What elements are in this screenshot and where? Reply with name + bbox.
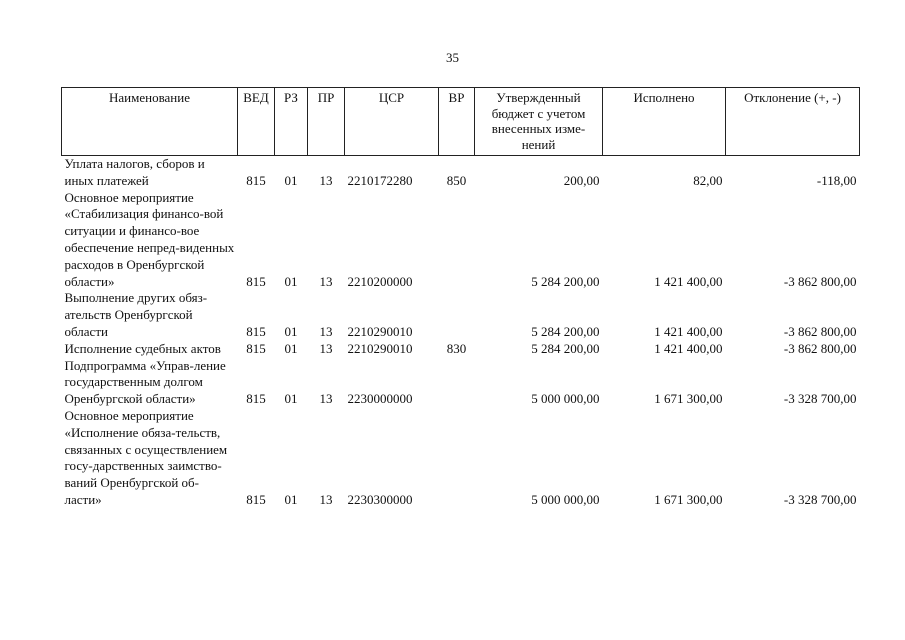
header-budget: Утвержденный бюджет с учетом внесенных изме-нений — [475, 88, 603, 156]
row-deviation: -118,00 — [816, 172, 857, 188]
row-name: Выполнение других обяз-ательств Оренбургской области — [64, 290, 208, 339]
row-vr — [439, 358, 475, 408]
row-name: Уплата налогов, сборов и иных платежей — [64, 156, 205, 188]
header-ved: ВЕД — [238, 88, 275, 156]
row-deviation: -3 328 700,00 — [783, 491, 857, 507]
header-csr: ЦСР — [345, 88, 439, 156]
row-csr: 2210290010 — [347, 323, 413, 339]
row-pr: 13 — [319, 323, 333, 339]
page-number: 35 — [446, 50, 459, 65]
row-pr: 13 — [319, 491, 333, 507]
row-budget: 5 284 200,00 — [531, 323, 600, 339]
row-csr: 2210290010 — [347, 340, 413, 356]
row-deviation: -3 862 800,00 — [783, 323, 857, 339]
row-done: 1 671 300,00 — [654, 491, 723, 507]
table-row — [62, 156, 860, 190]
row-deviation: -3 328 700,00 — [783, 391, 857, 407]
row-csr: 2210200000 — [347, 273, 413, 289]
row-pr: 13 — [319, 340, 333, 356]
row-rz: 01 — [284, 340, 298, 356]
row-rz: 01 — [284, 491, 298, 507]
row-vr: 850 — [446, 172, 467, 188]
table-row — [62, 408, 860, 509]
row-name: Подпрограмма «Управ-ление государственным долгом Оренбургской области» — [64, 357, 226, 407]
row-rz: 01 — [284, 323, 298, 339]
row-done: 1 421 400,00 — [654, 323, 723, 339]
row-ved: 815 — [246, 491, 266, 507]
row-budget: 5 284 200,00 — [531, 273, 600, 289]
row-csr: 2210172280 — [347, 172, 413, 188]
row-vr — [439, 190, 475, 291]
row-pr: 13 — [319, 391, 333, 407]
row-csr: 2230300000 — [347, 491, 413, 507]
budget-table — [61, 87, 860, 509]
row-vr: 830 — [446, 340, 467, 356]
header-name: Наименование — [62, 88, 238, 156]
row-ved: 815 — [246, 273, 266, 289]
row-csr: 2230000000 — [347, 391, 413, 407]
row-deviation: -3 862 800,00 — [783, 340, 857, 356]
row-done: 1 671 300,00 — [654, 391, 723, 407]
table-row — [62, 190, 860, 291]
row-budget: 200,00 — [563, 172, 600, 188]
row-done: 82,00 — [693, 172, 723, 188]
row-ved: 815 — [246, 340, 266, 356]
row-ved: 815 — [246, 391, 266, 407]
row-budget: 5 000 000,00 — [531, 491, 600, 507]
row-budget: 5 000 000,00 — [531, 391, 600, 407]
row-budget: 5 284 200,00 — [531, 340, 600, 356]
row-vr — [439, 408, 475, 509]
row-pr: 13 — [319, 172, 333, 188]
table-row — [62, 358, 860, 408]
row-name: Основное мероприятие «Стабилизация финансо-вой ситуации и финансо-вое обеспечение непред-виденных расходов в Оренбургской области» — [64, 189, 235, 289]
row-ved: 815 — [246, 323, 266, 339]
table-row — [62, 341, 860, 358]
table-row — [62, 290, 860, 340]
header-deviation: Отклонение (+, -) — [726, 88, 860, 156]
row-vr — [439, 290, 475, 340]
row-name: Основное мероприятие «Исполнение обяза-тельств, связанных с осуществлением госу-дарственных заимство-ваний Оренбургской об-ласти» — [64, 407, 228, 507]
row-deviation: -3 862 800,00 — [783, 273, 857, 289]
row-name: Исполнение судебных актов — [64, 340, 221, 356]
header-pr: ПР — [308, 88, 345, 156]
row-rz: 01 — [284, 391, 298, 407]
header-vr: ВР — [439, 88, 475, 156]
header-rz: РЗ — [275, 88, 308, 156]
row-pr: 13 — [319, 273, 333, 289]
row-done: 1 421 400,00 — [654, 340, 723, 356]
row-ved: 815 — [246, 172, 266, 188]
header-done: Исполнено — [603, 88, 726, 156]
row-done: 1 421 400,00 — [654, 273, 723, 289]
row-rz: 01 — [284, 172, 298, 188]
table-header-row — [62, 88, 860, 156]
row-rz: 01 — [284, 273, 298, 289]
